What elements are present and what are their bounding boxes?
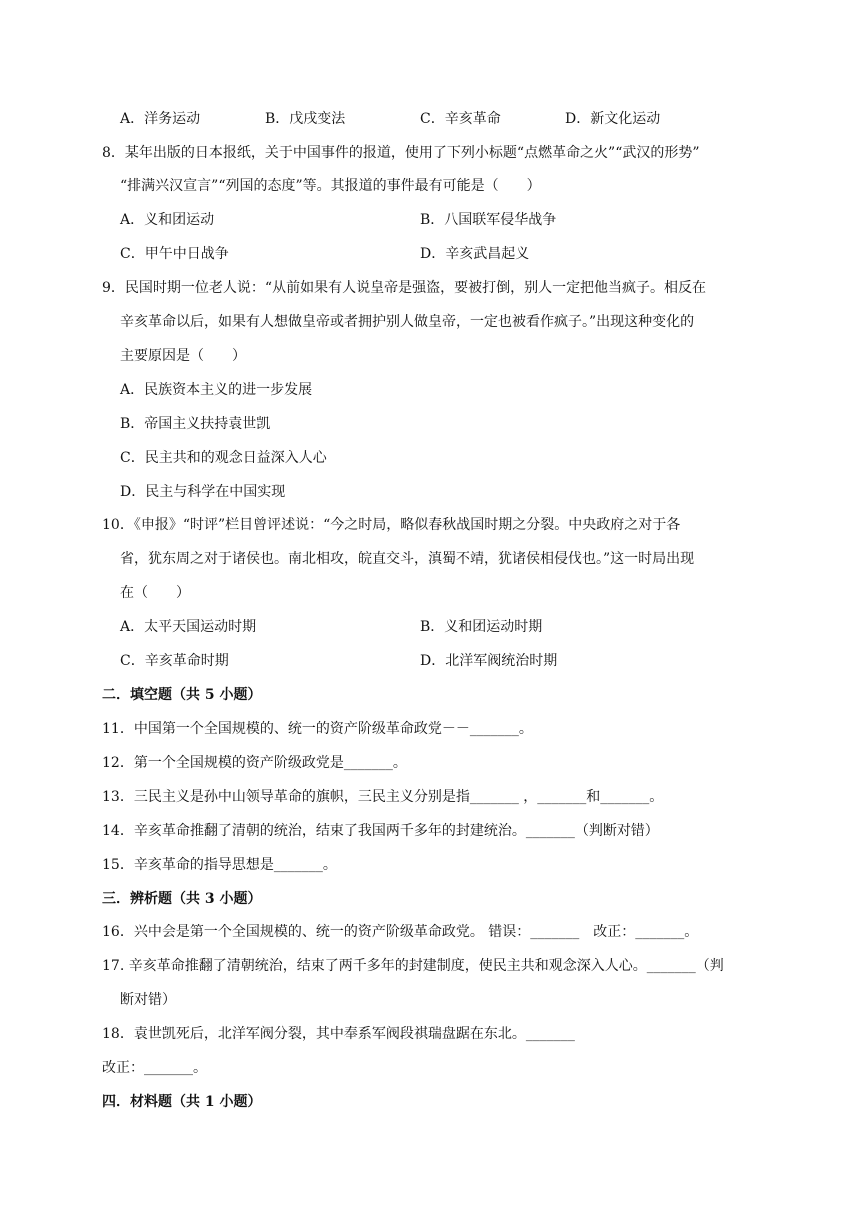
q9-option-c: C．民主共和的观念日益深入人心: [120, 450, 327, 466]
q15-text: 15．辛亥革命的指导思想是_______。: [102, 857, 337, 873]
section2-heading: 二．填空题（共 5 小题）: [102, 687, 262, 703]
q9-option-a: A．民族资本主义的进一步发展: [120, 382, 313, 398]
q8-stem-line2: “排满兴汉宣言”“列国的态度”等。其报道的事件最有可能是（ ）: [120, 178, 541, 194]
q8-stem-line1: 8．某年出版的日本报纸，关于中国事件的报道，使用了下列小标题“点燃革命之火”“武汉的形势”: [102, 145, 700, 161]
q10-stem-line3: 在（ ）: [120, 585, 190, 601]
q8-option-b: B．八国联军侵华战争: [420, 212, 557, 228]
q7-option-c: C．辛亥革命: [420, 111, 501, 127]
q18-text-line2: 改正：_______。: [102, 1060, 207, 1076]
q10-stem-line1: 10．《申报》“时评”栏目曾评述说：“今之时局，略似春秋战国时期之分裂。中央政府之对于各: [102, 517, 681, 533]
q8-option-c: C．甲午中日战争: [120, 246, 229, 262]
q16-text: 16．兴中会是第一个全国规模的、统一的资产阶级革命政党。 错误：_______ 改正：_______。: [102, 924, 699, 940]
q10-stem-line2: 省，犹东周之对于诸侯也。南北相攻，皖直交斗，滇蜀不靖，犹诸侯相侵伐也。”这一时局出现: [120, 551, 695, 567]
q17-text-line1: 17. 辛亥革命推翻了清朝统治，结束了两千多年的封建制度，使民主共和观念深入人心。_______（判: [102, 958, 724, 974]
q8-option-d: D．辛亥武昌起义: [420, 246, 530, 262]
q12-text: 12．第一个全国规模的资产阶级政党是_______。: [102, 755, 407, 771]
q10-option-b: B．义和团运动时期: [420, 619, 543, 635]
q9-stem-line3: 主要原因是（ ）: [120, 348, 246, 364]
section3-heading: 三．辨析题（共 3 小题）: [102, 891, 262, 907]
q13-text: 13．三民主义是孙中山领导革命的旗帜，三民主义分别是指_______ ，_______和_______。: [102, 789, 664, 805]
q7-option-d: D．新文化运动: [565, 111, 661, 127]
q17-text-line2: 断对错）: [120, 992, 176, 1008]
q8-option-a: A．义和团运动: [120, 212, 215, 228]
q9-option-d: D．民主与科学在中国实现: [120, 484, 286, 500]
q9-stem-line1: 9．民国时期一位老人说：“从前如果有人说皇帝是强盗，要被打倒，别人一定把他当疯子。相反在: [102, 280, 707, 296]
q18-text-line1: 18．袁世凯死后，北洋军阀分裂，其中奉系军阀段祺瑞盘踞在东北。_______: [102, 1026, 575, 1042]
q14-text: 14．辛亥革命推翻了清朝的统治，结束了我国两千多年的封建统治。_______（判断对错）: [102, 823, 659, 839]
q10-option-d: D．北洋军阀统治时期: [420, 653, 558, 669]
q7-option-a: A．洋务运动: [120, 111, 201, 127]
q10-option-a: A．太平天国运动时期: [120, 619, 257, 635]
q10-option-c: C．辛亥革命时期: [120, 653, 229, 669]
q7-option-b: B．戊戌变法: [265, 111, 346, 127]
q11-text: 11．中国第一个全国规模的、统一的资产阶级革命政党－－_______。: [102, 721, 533, 737]
q9-stem-line2: 辛亥革命以后，如果有人想做皇帝或者拥护别人做皇帝，一定也被看作疯子。”出现这种变化的: [120, 314, 695, 330]
q9-option-b: B．帝国主义扶持袁世凯: [120, 416, 271, 432]
section4-heading: 四．材料题（共 1 小题）: [102, 1094, 262, 1110]
